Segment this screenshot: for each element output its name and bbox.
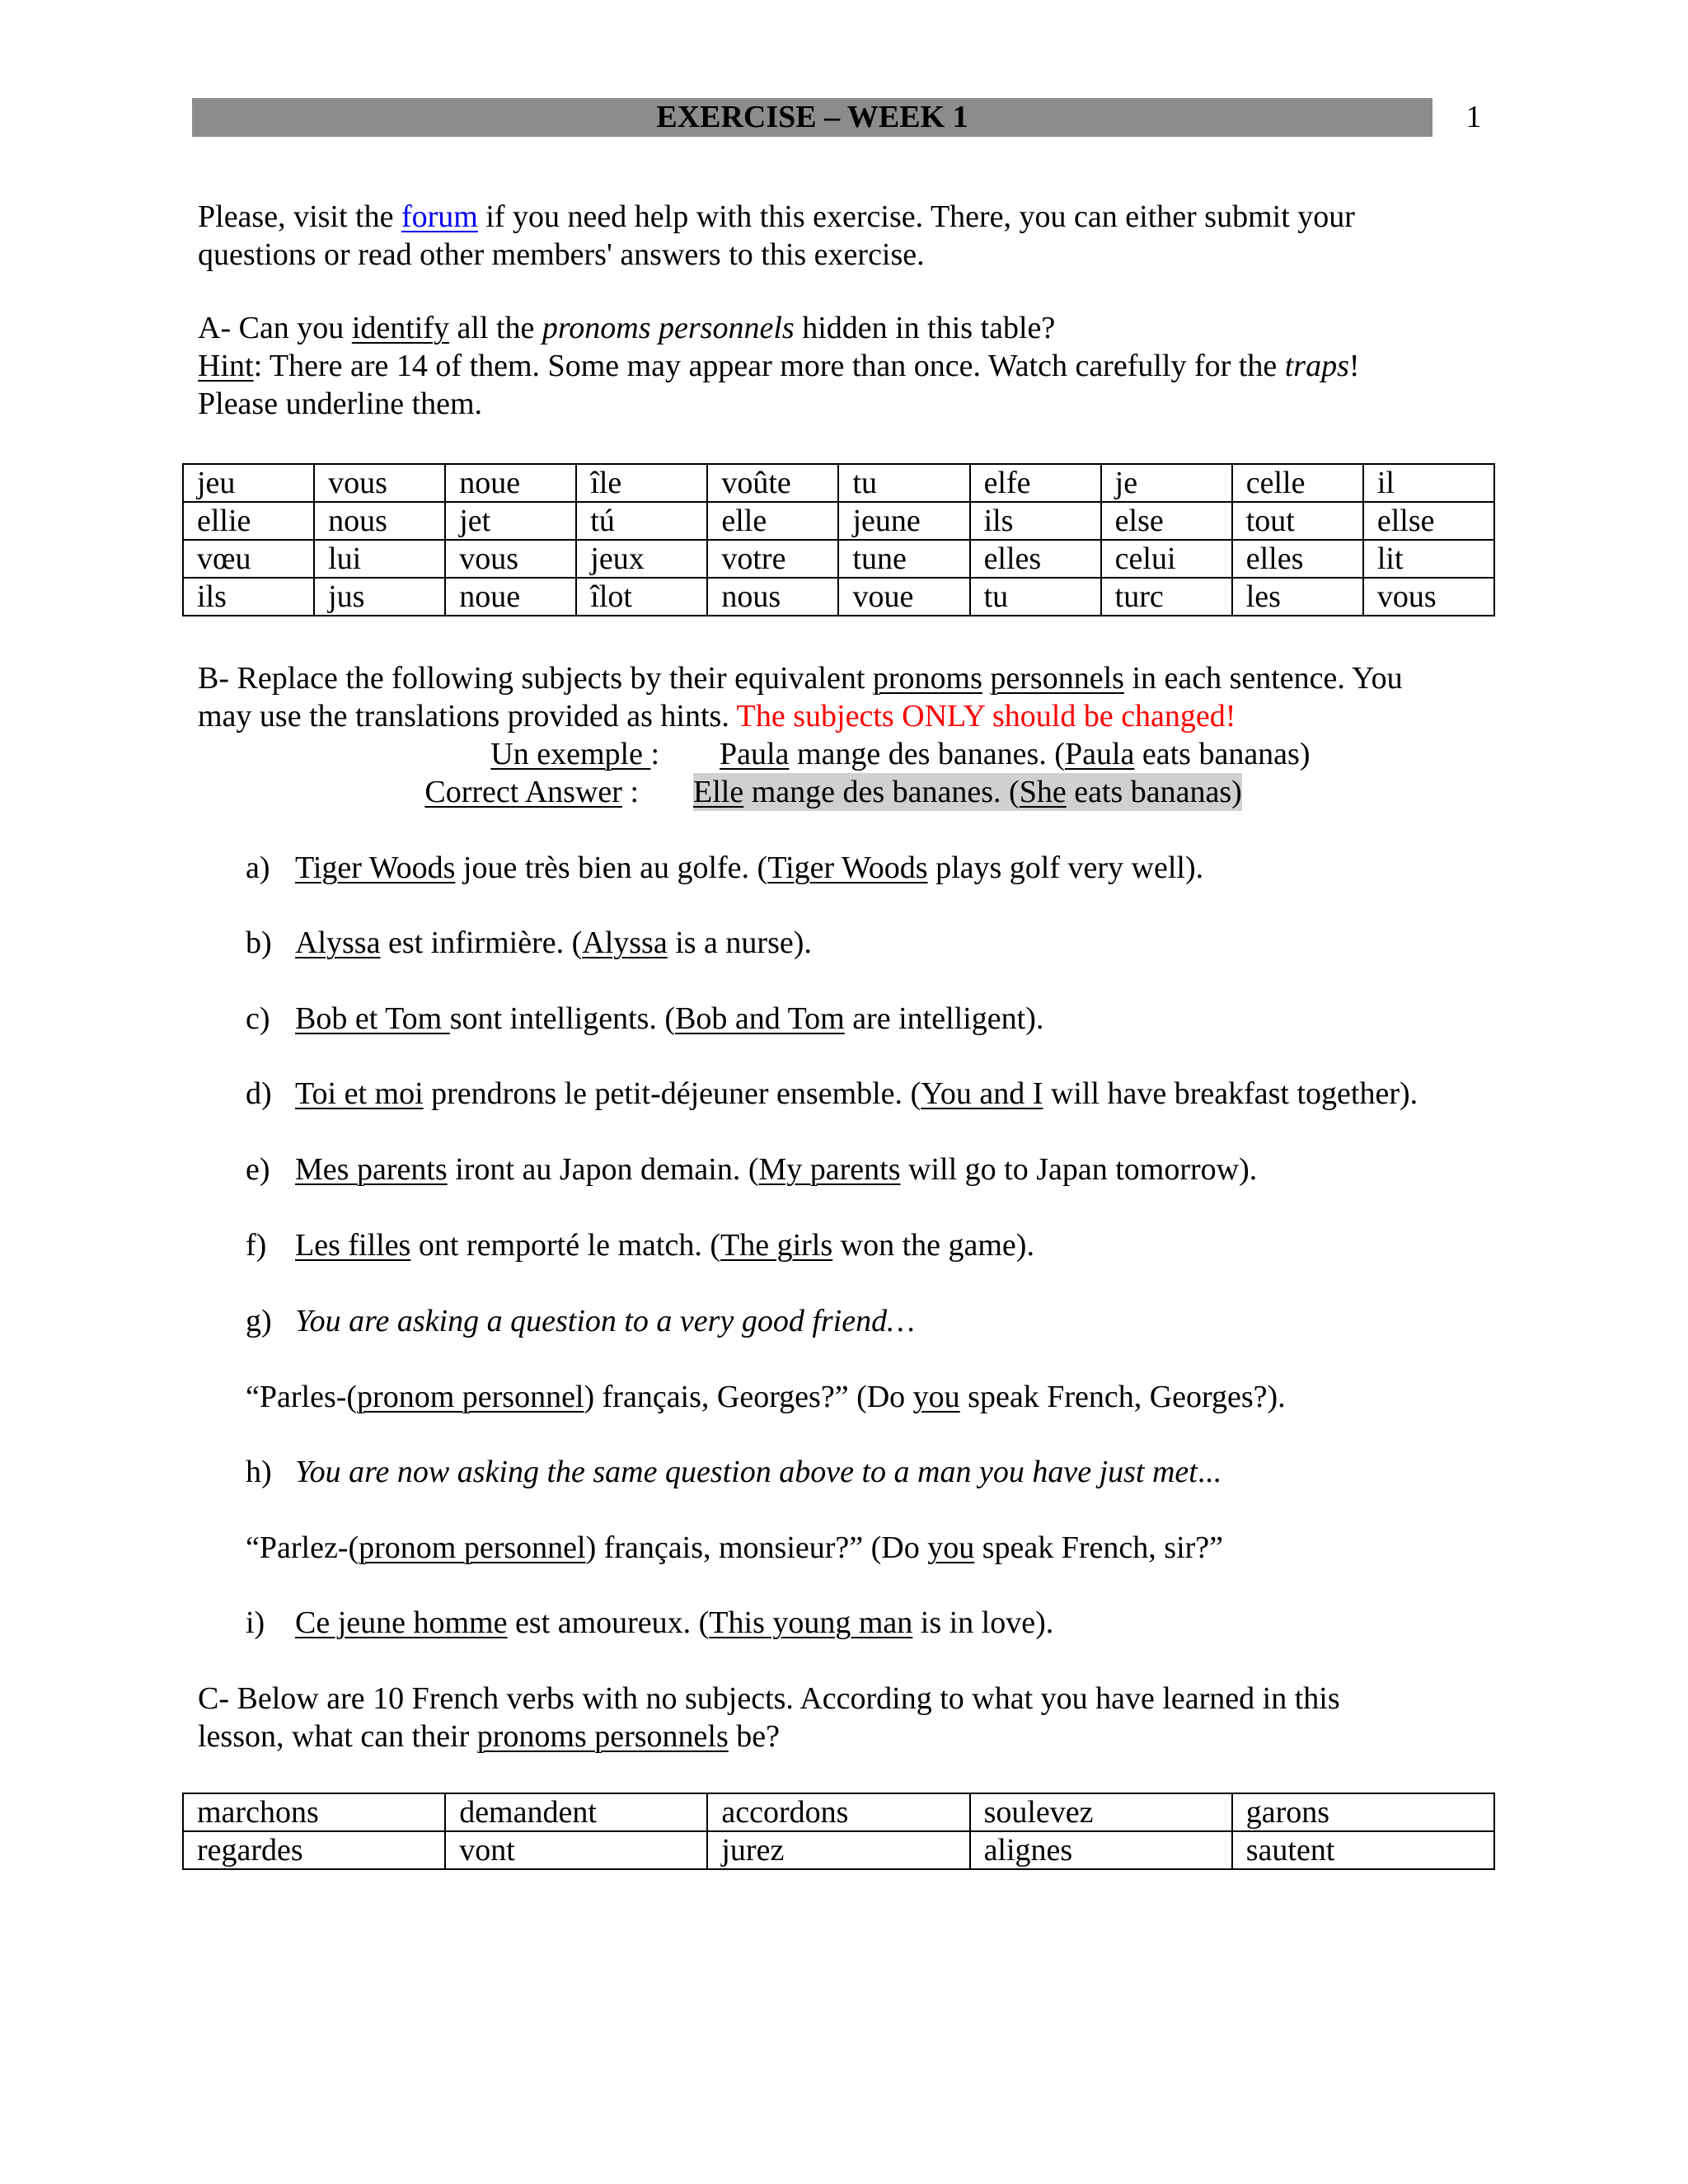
table-cell: tu — [970, 578, 1101, 616]
g-q-you: you — [912, 1380, 960, 1414]
item-letter: e) — [246, 1152, 270, 1187]
item-h-question — [246, 1529, 1223, 1567]
b-l1-prefix: B- Replace the following subjects by their equivalent — [198, 661, 873, 696]
table-row — [183, 540, 1494, 578]
item-letter: i) — [246, 1605, 265, 1640]
item-i-rest: est amoureux. ( — [507, 1605, 710, 1640]
hint-text: : There are 14 of them. Some may appear more than once. Watch carefully for the — [253, 349, 1285, 383]
section-b-line-1 — [198, 659, 1500, 697]
intro-prefix: Please, visit the — [198, 199, 401, 234]
item-i-subject: Ce jeune homme — [295, 1605, 508, 1640]
item-subject: Alyssa — [295, 926, 381, 960]
item-letter: g) — [246, 1304, 272, 1338]
example-label — [462, 735, 659, 773]
c-l2-suffix: be? — [728, 1719, 780, 1754]
table-cell: sautent — [1232, 1831, 1494, 1869]
list-item — [246, 1000, 1531, 1038]
answer-subject-en: She — [1019, 775, 1067, 809]
table-row — [183, 1831, 1494, 1869]
item-subject-en: Alyssa — [582, 926, 668, 960]
table-cell: else — [1101, 502, 1232, 540]
table-cell: jet — [445, 502, 576, 540]
table-cell: ellse — [1363, 502, 1494, 540]
item-letter: h) — [246, 1455, 272, 1489]
table-row — [183, 578, 1494, 616]
table-cell: vont — [445, 1831, 707, 1869]
table-cell: demandent — [445, 1793, 707, 1831]
table-cell: ils — [970, 502, 1101, 540]
answer-subject: Elle — [693, 775, 744, 809]
forum-link[interactable]: forum — [401, 199, 478, 234]
table-cell: regardes — [183, 1831, 445, 1869]
table-cell: celui — [1101, 540, 1232, 578]
table-cell: alignes — [970, 1831, 1232, 1869]
table-cell: elles — [1232, 540, 1363, 578]
item-letter: c) — [246, 1001, 270, 1036]
section-a-hint — [198, 347, 1500, 385]
table-cell: vous — [445, 540, 576, 578]
table-cell: elles — [970, 540, 1101, 578]
intro-line-2: questions or read other members' answers to this exercise. — [198, 237, 925, 272]
answer-label-text: Correct Answer — [424, 775, 622, 809]
item-subject-en: My parents — [758, 1152, 901, 1187]
intro-suffix: if you need help with this exercise. There, you can either submit your — [477, 199, 1355, 234]
table-cell: tune — [838, 540, 969, 578]
item-end: are intelligent). — [844, 1001, 1044, 1036]
table-row — [183, 464, 1494, 502]
table-cell: vous — [1363, 578, 1494, 616]
item-subject: Toi et moi — [295, 1076, 424, 1111]
table-row — [183, 502, 1494, 540]
table-cell: nous — [707, 578, 838, 616]
table-cell: jeux — [576, 540, 707, 578]
item-h — [246, 1453, 1531, 1491]
section-c-question — [198, 1680, 1500, 1755]
item-end: plays golf very well). — [927, 851, 1204, 885]
c-l2-prefix: lesson, what can their — [198, 1719, 477, 1754]
c-l2-underlined: pronoms personnels — [476, 1719, 729, 1754]
section-c-line-2 — [198, 1718, 1500, 1755]
item-h-text: You are now asking the same question above to a man you have just met — [295, 1455, 1198, 1489]
hint-end: ! — [1348, 349, 1360, 383]
example-mid: mange des bananes. ( — [789, 737, 1065, 771]
list-item — [246, 924, 1531, 962]
table-row — [183, 1793, 1494, 1831]
item-i — [246, 1604, 1531, 1642]
section-a-question — [198, 309, 1500, 423]
table-cell: soulevez — [970, 1793, 1232, 1831]
item-g-text: You are asking a question to a very good friend… — [295, 1304, 915, 1338]
table-cell: tout — [1232, 502, 1363, 540]
answer-end: eats bananas) — [1066, 775, 1242, 809]
list-item — [246, 849, 1531, 887]
section-a-line-3: Please underline them. — [198, 387, 483, 421]
section-a-line-1 — [198, 309, 1500, 347]
b-l1-suffix: in each sentence. You — [1123, 661, 1403, 696]
a-q-mid: all the — [449, 311, 542, 345]
h-q-you: you — [927, 1530, 975, 1565]
table-cell: celle — [1232, 464, 1363, 502]
table-cell: vous — [314, 464, 445, 502]
item-rest: ont remporté le match. ( — [410, 1228, 720, 1263]
a-q-italic: pronoms personnels — [542, 311, 795, 345]
item-subject: Mes parents — [295, 1152, 448, 1187]
table-cell: elfe — [970, 464, 1101, 502]
table-cell: jurez — [707, 1831, 969, 1869]
table-cell: les — [1232, 578, 1363, 616]
item-subject: Bob et Tom — [295, 1001, 450, 1036]
table-cell: ils — [183, 578, 314, 616]
section-b-instructions — [198, 659, 1500, 735]
table-cell: je — [1101, 464, 1232, 502]
table-cell: vœu — [183, 540, 314, 578]
b-l2-red: The subjects ONLY should be changed! — [736, 699, 1236, 733]
pronoun-table — [182, 463, 1495, 616]
page-number: 1 — [1465, 100, 1482, 134]
hint-italic: traps — [1284, 349, 1349, 383]
item-rest: est infirmière. ( — [380, 926, 583, 960]
g-q-prefix: “Parles-( — [246, 1380, 358, 1414]
example-end: eats bananas) — [1134, 737, 1311, 771]
item-subject-en: The girls — [720, 1228, 833, 1263]
example-label-text: Un exemple — [490, 737, 651, 771]
table-cell: marchons — [183, 1793, 445, 1831]
a-q-prefix: A- Can you — [198, 311, 352, 345]
item-i-subject-en: This young man — [709, 1605, 913, 1640]
table-cell: jeu — [183, 464, 314, 502]
a-q-suffix: hidden in this table? — [794, 311, 1056, 345]
item-g-question — [246, 1378, 1286, 1416]
example-colon: : — [650, 737, 659, 771]
table-cell: ellie — [183, 502, 314, 540]
example-subject: Paula — [720, 737, 790, 771]
item-rest: sont intelligents. ( — [449, 1001, 676, 1036]
answer-label — [387, 773, 639, 811]
item-end: will have breakfast together). — [1043, 1076, 1418, 1111]
item-rest: joue très bien au golfe. ( — [455, 851, 768, 885]
header-title: EXERCISE – WEEK 1 — [192, 98, 1432, 137]
table-cell: lit — [1363, 540, 1494, 578]
item-rest: prendrons le petit-déjeuner ensemble. ( — [423, 1076, 921, 1111]
table-cell: jus — [314, 578, 445, 616]
table-cell: île — [576, 464, 707, 502]
table-cell: voue — [838, 578, 969, 616]
list-item — [246, 1226, 1531, 1264]
list-item — [246, 1151, 1531, 1188]
table-cell: noue — [445, 578, 576, 616]
a-q-underlined: identify — [351, 311, 450, 345]
h-q-mid: ) français, monsieur?” (Do — [585, 1530, 928, 1565]
table-cell: voûte — [707, 464, 838, 502]
item-end: will go to Japan tomorrow). — [900, 1152, 1258, 1187]
b-l1-u1: pronoms — [872, 661, 982, 696]
item-letter: f) — [246, 1228, 267, 1263]
g-q-mid: ) français, Georges?” (Do — [584, 1380, 913, 1414]
section-c-line-1: C- Below are 10 French verbs with no subjects. According to what you have learned in this — [198, 1681, 1340, 1716]
g-q-underlined: pronom personnel — [357, 1380, 584, 1414]
item-subject: Les filles — [295, 1228, 411, 1263]
answer-colon: : — [621, 775, 639, 809]
table-cell: noue — [445, 464, 576, 502]
b-l1-u2: personnels — [990, 661, 1124, 696]
item-subject-en: You and I — [921, 1076, 1043, 1111]
list-item — [246, 1075, 1531, 1113]
item-letter: d) — [246, 1076, 272, 1111]
item-subject-en: Tiger Woods — [767, 851, 928, 885]
table-cell: accordons — [707, 1793, 969, 1831]
verb-table — [182, 1793, 1495, 1870]
intro-line-1 — [198, 198, 1500, 236]
table-cell: îlot — [576, 578, 707, 616]
answer-mid: mange des bananes. ( — [743, 775, 1020, 809]
example-sentence — [720, 735, 1311, 773]
intro-paragraph — [198, 198, 1500, 274]
h-q-end: speak French, sir?” — [974, 1530, 1224, 1565]
item-letter: a) — [246, 851, 270, 885]
answer-sentence — [693, 773, 1242, 811]
table-cell: nous — [314, 502, 445, 540]
item-subject: Tiger Woods — [295, 851, 456, 885]
table-cell: votre — [707, 540, 838, 578]
g-q-end: speak French, Georges?). — [959, 1380, 1286, 1414]
item-rest: iront au Japon demain. ( — [447, 1152, 759, 1187]
item-end: is a nurse). — [667, 926, 812, 960]
item-end: won the game). — [832, 1228, 1034, 1263]
table-cell: jeune — [838, 502, 969, 540]
item-letter: b) — [246, 926, 272, 960]
table-cell: garons — [1232, 1793, 1494, 1831]
table-cell: turc — [1101, 578, 1232, 616]
table-cell: elle — [707, 502, 838, 540]
h-q-prefix: “Parlez-( — [246, 1530, 359, 1565]
hint-label: Hint — [198, 349, 254, 383]
h-q-underlined: pronom personnel — [359, 1530, 586, 1565]
item-g — [246, 1302, 1531, 1340]
section-b-line-2 — [198, 697, 1500, 735]
item-h-dots: ... — [1197, 1455, 1221, 1489]
b-l2-prefix: may use the translations provided as hints. — [198, 699, 737, 733]
table-cell: il — [1363, 464, 1494, 502]
item-subject-en: Bob and Tom — [675, 1001, 845, 1036]
table-cell: tu — [838, 464, 969, 502]
table-cell: tú — [576, 502, 707, 540]
item-i-end: is in love). — [912, 1605, 1054, 1640]
example-subject-en: Paula — [1064, 737, 1135, 771]
table-cell: lui — [314, 540, 445, 578]
